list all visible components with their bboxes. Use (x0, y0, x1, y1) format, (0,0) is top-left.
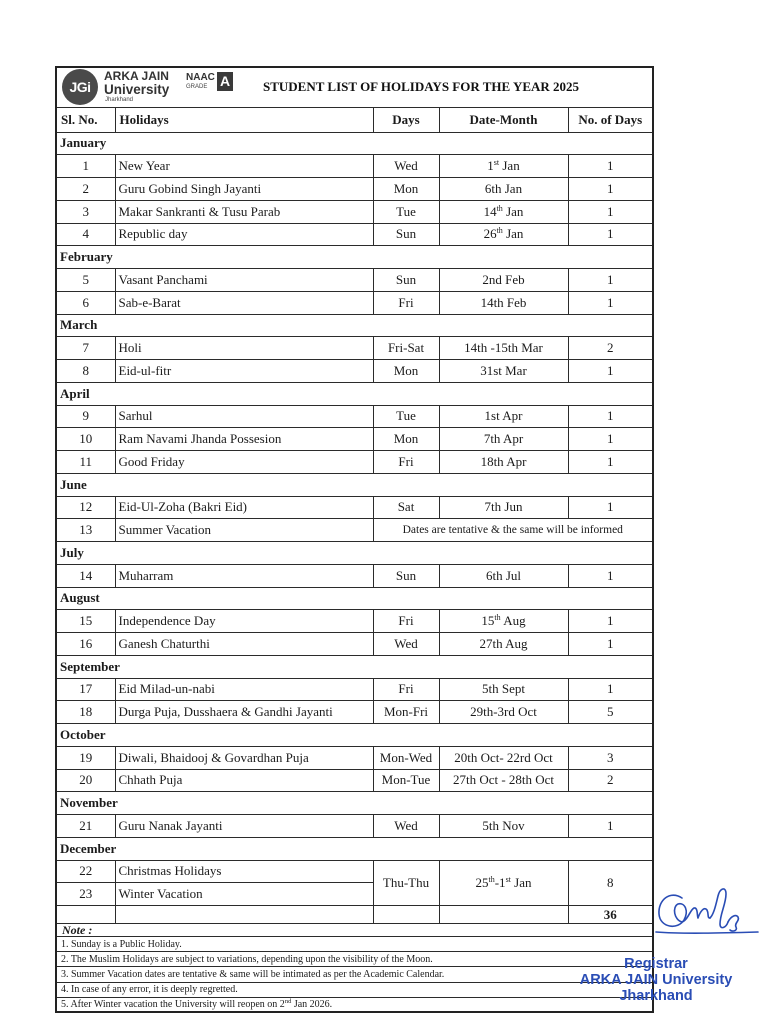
date-suffix: th (488, 874, 495, 884)
days-count-cell: 1 (568, 564, 653, 587)
table-head (56, 67, 653, 132)
holiday-row (56, 269, 653, 292)
holiday-row (56, 519, 653, 542)
holiday-row (56, 223, 653, 246)
note-segment: 2. The Muslim Holidays are subject to variations, depending upon the visibility of the Moon. (61, 953, 433, 965)
note-title: Note : (56, 924, 653, 937)
date-cell (439, 200, 568, 223)
date-suffix: th (496, 226, 503, 236)
holiday-name-cell: Holi (115, 337, 373, 360)
date-cell (439, 405, 568, 428)
days-count-cell: 1 (568, 200, 653, 223)
days-count-cell: 8 (568, 860, 653, 906)
date-suffix: th (494, 613, 501, 623)
serial-number-cell: 6 (56, 291, 115, 314)
serial-number-cell: 21 (56, 815, 115, 838)
holiday-name-cell: Durga Puja, Dusshaera & Gandhi Jayanti (115, 701, 373, 724)
date-cell (439, 701, 568, 724)
date-cell (439, 223, 568, 246)
days-count-cell: 2 (568, 337, 653, 360)
serial-number-cell: 3 (56, 200, 115, 223)
serial-number-cell: 10 (56, 428, 115, 451)
holiday-name-cell: Ganesh Chaturthi (115, 633, 373, 656)
month-label: November (56, 792, 653, 815)
serial-number-cell: 16 (56, 633, 115, 656)
date-text: 7th Jun (484, 499, 523, 515)
serial-number-cell: 19 (56, 746, 115, 769)
day-cell: Mon-Tue (373, 769, 439, 792)
date-text: 14th Feb (480, 294, 527, 310)
holiday-row (56, 200, 653, 223)
serial-number-cell: 12 (56, 496, 115, 519)
holiday-row (56, 746, 653, 769)
table-footer (56, 906, 653, 937)
month-label: December (56, 837, 653, 860)
day-cell: Fri (373, 451, 439, 474)
date-cell (439, 815, 568, 838)
month-label: March (56, 314, 653, 337)
date-cell (439, 428, 568, 451)
date-text: 27th Oct - 28th Oct (452, 772, 555, 788)
serial-number-cell: 17 (56, 678, 115, 701)
month-row (56, 655, 653, 678)
date-cell (439, 360, 568, 383)
month-row (56, 132, 653, 155)
total-empty-cell (439, 906, 568, 924)
university-name-line2: University (104, 82, 170, 98)
holiday-row (56, 564, 653, 587)
holiday-row (56, 769, 653, 792)
date-text: 7th Apr (483, 431, 524, 447)
total-days: 36 (568, 906, 653, 924)
holiday-rows (56, 132, 653, 906)
note-segment: 4. In case of any error, it is deeply regretted. (61, 984, 238, 996)
month-row (56, 382, 653, 405)
serial-number-cell: 2 (56, 178, 115, 201)
holiday-name-cell: Christmas Holidays (115, 860, 373, 883)
note-segment: 3. Summer Vacation dates are tentative & same will be intimated as per the Academic Calendar. (61, 968, 445, 980)
note-segment: 1. Sunday is a Public Holiday. (61, 938, 182, 950)
days-count-cell: 1 (568, 428, 653, 451)
total-empty-cell (56, 906, 115, 924)
date-cell (439, 451, 568, 474)
day-cell: Wed (373, 633, 439, 656)
day-cell: Tue (373, 405, 439, 428)
note-segment: Jan 2026. (291, 999, 333, 1011)
stamp-line-state: Jharkhand (619, 988, 693, 1004)
date-cell (439, 337, 568, 360)
date-text: Aug (500, 613, 526, 629)
month-label: September (56, 655, 653, 678)
date-text: 5th Sept (482, 681, 525, 697)
serial-number-cell: 23 (56, 883, 115, 906)
holiday-row (56, 178, 653, 201)
holiday-name-cell: Sarhul (115, 405, 373, 428)
day-cell: Wed (373, 155, 439, 178)
date-cell (439, 860, 568, 906)
holiday-name-cell: Diwali, Bhaidooj & Govardhan Puja (115, 746, 373, 769)
holiday-name-cell: Republic day (115, 223, 373, 246)
month-row (56, 473, 653, 496)
date-cell (439, 269, 568, 292)
days-count-cell: 5 (568, 701, 653, 724)
total-row (56, 906, 653, 924)
day-cell: Mon (373, 360, 439, 383)
serial-number-cell: 9 (56, 405, 115, 428)
holiday-name-cell: Muharram (115, 564, 373, 587)
registrar-signature (652, 880, 762, 940)
days-count-cell: 1 (568, 678, 653, 701)
holiday-name-cell: Guru Gobind Singh Jayanti (115, 178, 373, 201)
date-cell (439, 769, 568, 792)
serial-number-cell: 22 (56, 860, 115, 883)
days-count-cell: 1 (568, 155, 653, 178)
holiday-name-cell: Eid-ul-fitr (115, 360, 373, 383)
serial-number-cell: 15 (56, 610, 115, 633)
days-count-cell: 1 (568, 451, 653, 474)
day-cell: Mon-Fri (373, 701, 439, 724)
holiday-row (56, 860, 653, 883)
date-text: 14th -15th Mar (464, 340, 543, 356)
holiday-name-cell: Guru Nanak Jayanti (115, 815, 373, 838)
serial-number-cell: 18 (56, 701, 115, 724)
holiday-name-cell: Sab-e-Barat (115, 291, 373, 314)
date-text: 1 (487, 158, 494, 174)
date-suffix: st (505, 874, 511, 884)
column-header-row (56, 107, 653, 132)
date-text: 6th Jan (484, 180, 523, 196)
day-cell: Fri-Sat (373, 337, 439, 360)
holiday-row (56, 291, 653, 314)
serial-number-cell: 7 (56, 337, 115, 360)
month-row (56, 837, 653, 860)
holiday-table (55, 66, 654, 1013)
letterhead-row (56, 67, 653, 107)
date-cell (439, 746, 568, 769)
month-label: August (56, 587, 653, 610)
days-count-cell: 1 (568, 269, 653, 292)
holiday-row (56, 633, 653, 656)
month-label: October (56, 724, 653, 747)
holiday-name-cell: Makar Sankranti & Tusu Parab (115, 200, 373, 223)
holiday-name-cell: Eid Milad-un-nabi (115, 678, 373, 701)
holiday-name-cell: Chhath Puja (115, 769, 373, 792)
date-text: 1st Apr (484, 408, 523, 424)
day-cell: Mon-Wed (373, 746, 439, 769)
serial-number-cell: 14 (56, 564, 115, 587)
days-count-cell: 1 (568, 178, 653, 201)
stamp-line-registrar: Registrar (624, 956, 688, 972)
days-count-cell: 2 (568, 769, 653, 792)
date-cell (439, 678, 568, 701)
days-count-cell: 1 (568, 291, 653, 314)
holiday-name-cell: Ram Navami Jhanda Possesion (115, 428, 373, 451)
note-row (56, 937, 653, 952)
serial-number-cell: 4 (56, 223, 115, 246)
day-cell: Mon (373, 428, 439, 451)
day-cell: Mon (373, 178, 439, 201)
note-segment: 5. After Winter vacation the University will reopen on 2 (61, 999, 285, 1011)
days-count-cell: 1 (568, 815, 653, 838)
university-logo: JGi (62, 69, 98, 105)
holiday-row (56, 155, 653, 178)
month-row (56, 246, 653, 269)
date-text: 15 (481, 613, 495, 629)
naac-label: NAAC (186, 72, 215, 84)
serial-number-cell: 5 (56, 269, 115, 292)
date-text: 2nd Feb (482, 271, 525, 287)
date-cell (439, 633, 568, 656)
days-count-cell: 1 (568, 633, 653, 656)
month-row (56, 724, 653, 747)
serial-number-cell: 20 (56, 769, 115, 792)
naac-grade-label: GRADE (186, 84, 208, 91)
holiday-row (56, 451, 653, 474)
date-cell (439, 291, 568, 314)
day-cell: Fri (373, 291, 439, 314)
date-text: 27th Aug (479, 635, 528, 651)
column-header-date-month: Date-Month (439, 107, 568, 132)
date-text: Jan (499, 158, 520, 174)
holiday-row (56, 337, 653, 360)
days-count-cell: 1 (568, 360, 653, 383)
column-header-days: Days (373, 107, 439, 132)
holiday-row (56, 428, 653, 451)
month-label: February (56, 246, 653, 269)
letterhead (57, 68, 652, 106)
date-cell (439, 496, 568, 519)
date-text: 6th Jul (485, 567, 522, 583)
day-cell: Sun (373, 269, 439, 292)
registrar-stamp (556, 956, 756, 1004)
days-count-cell: 1 (568, 610, 653, 633)
column-header-holidays: Holidays (115, 107, 373, 132)
day-cell: Sun (373, 564, 439, 587)
day-cell: Wed (373, 815, 439, 838)
holiday-row (56, 405, 653, 428)
holiday-name-cell: Independence Day (115, 610, 373, 633)
holiday-row (56, 360, 653, 383)
holiday-name-cell: Summer Vacation (115, 519, 373, 542)
column-header-serial: Sl. No. (56, 107, 115, 132)
date-text: -1 (494, 874, 506, 890)
days-count-cell: 1 (568, 223, 653, 246)
month-label: July (56, 542, 653, 565)
date-suffix: st (493, 158, 500, 168)
serial-number-cell: 1 (56, 155, 115, 178)
column-header-no-of-days: No. of Days (568, 107, 653, 132)
date-text: 20th Oct- 22rd Oct (454, 749, 553, 765)
holiday-name-cell: Winter Vacation (115, 883, 373, 906)
date-text: 26 (483, 226, 497, 242)
holiday-name-cell: Good Friday (115, 451, 373, 474)
holiday-row (56, 678, 653, 701)
month-label: April (56, 382, 653, 405)
date-text: Jan (502, 203, 524, 219)
date-text: 18th Apr (480, 453, 527, 469)
university-name-line1: ARKA JAIN (104, 69, 169, 84)
date-text: 31st Mar (480, 362, 527, 378)
serial-number-cell: 13 (56, 519, 115, 542)
days-count-cell: 1 (568, 405, 653, 428)
month-row (56, 542, 653, 565)
month-row (56, 587, 653, 610)
holiday-name-cell: Eid-Ul-Zoha (Bakri Eid) (115, 496, 373, 519)
remark-cell: Dates are tentative & the same will be informed (373, 519, 653, 542)
date-text: Jan (510, 874, 532, 890)
university-location: Jharkhand (105, 97, 134, 104)
date-text: Jan (502, 226, 524, 242)
day-cell: Fri (373, 678, 439, 701)
day-cell: Thu-Thu (373, 860, 439, 906)
date-cell (439, 155, 568, 178)
note-text (56, 937, 653, 952)
date-cell (439, 178, 568, 201)
days-count-cell: 3 (568, 746, 653, 769)
stamp-line-university: ARKA JAIN University (579, 972, 733, 988)
holiday-row (56, 701, 653, 724)
holiday-row (56, 815, 653, 838)
serial-number-cell: 11 (56, 451, 115, 474)
day-cell: Tue (373, 200, 439, 223)
holiday-row (56, 610, 653, 633)
days-count-cell: 1 (568, 496, 653, 519)
date-text: 29th-3rd Oct (470, 704, 537, 720)
date-suffix: th (496, 203, 503, 213)
naac-grade-badge: A (217, 72, 233, 91)
note-title-row (56, 924, 653, 937)
letterhead-cell (56, 67, 653, 107)
note-suffix: nd (284, 998, 292, 1006)
date-cell (439, 610, 568, 633)
month-label: January (56, 132, 653, 155)
date-text: 14 (483, 203, 497, 219)
date-text: 5th Nov (482, 817, 525, 833)
holiday-name-cell: New Year (115, 155, 373, 178)
holiday-name-cell: Vasant Panchami (115, 269, 373, 292)
date-cell (439, 564, 568, 587)
month-row (56, 792, 653, 815)
serial-number-cell: 8 (56, 360, 115, 383)
holiday-row (56, 496, 653, 519)
day-cell: Sun (373, 223, 439, 246)
total-empty-cell (373, 906, 439, 924)
month-label: June (56, 473, 653, 496)
day-cell: Sat (373, 496, 439, 519)
date-text: 25 (475, 874, 489, 890)
day-cell: Fri (373, 610, 439, 633)
month-row (56, 314, 653, 337)
document-title: STUDENT LIST OF HOLIDAYS FOR THE YEAR 2025 (263, 79, 580, 95)
total-empty-cell (115, 906, 373, 924)
